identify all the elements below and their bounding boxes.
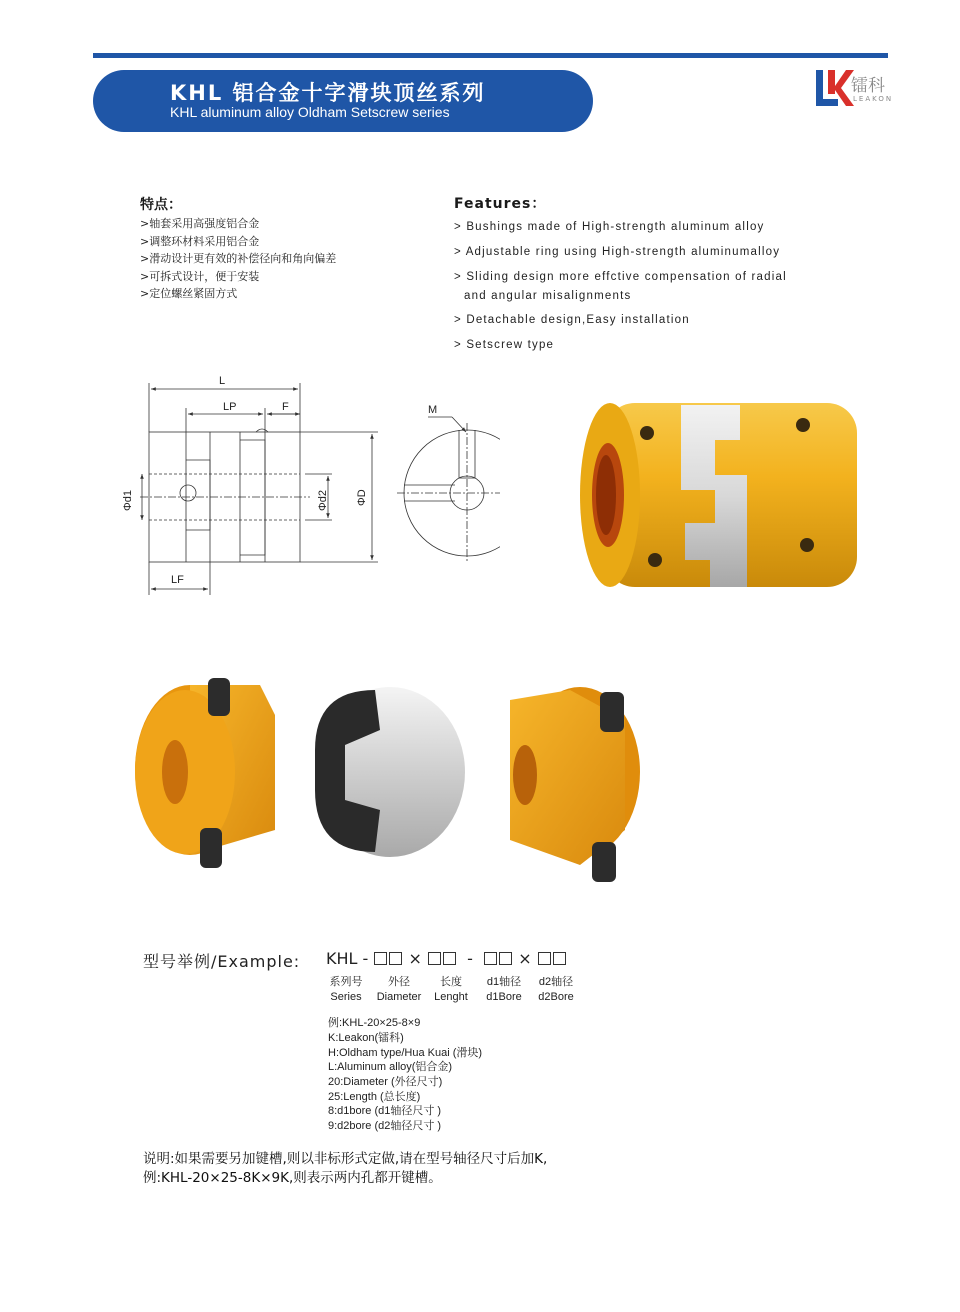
chevron-right-icon: > [454,314,467,326]
placeholder-box [428,952,441,965]
feature-en-item: Adjustable ring using High-strength aluminumalloy [465,246,781,258]
page-title-cn: KHL 铝合金十字滑块顶丝系列 [170,81,486,105]
feature-cn-item: >轴套采用高强度铝合金 [140,217,260,230]
feature-cn-item: >可拆式设计，便于安装 [140,270,260,283]
dim-label-M: M [428,404,438,416]
dash-sign: - [467,949,473,968]
dim-label-D: ΦD [356,489,368,506]
example-line: 20:Diameter (外径尺寸) [328,1076,443,1088]
example-column: d1轴径 d1Bore [486,976,522,1003]
chevron-right-icon: > [454,221,467,233]
example-line: 25:Length (总长度) [328,1091,421,1103]
example-column: d2轴径 d2Bore [538,976,574,1003]
example-column: 外径 Diameter [376,976,422,1003]
feature-cn-item: >滑动设计更有效的补偿径向和角向偏差 [140,252,337,265]
placeholder-box [443,952,456,965]
times-sign: × [408,949,422,968]
logo-text-cn: 镭科 [851,76,885,96]
example-line: 8:d1bore (d1轴径尺寸 ) [328,1105,442,1117]
feature-cn-item: >定位螺丝紧固方式 [140,287,238,300]
feature-en-item: Bushings made of High-strength aluminum alloy [466,221,765,233]
placeholder-box [553,952,566,965]
dim-label-LF: LF [171,574,184,586]
example-column: 长度 Lenght [434,976,468,1003]
dim-label-LP: LP [223,401,237,413]
example-line: 9:d2bore (d2轴径尺寸 ) [328,1120,442,1132]
dim-label-d2: Φd2 [317,489,329,511]
feature-en-item: Setscrew type [466,339,555,351]
chevron-right-icon: > [454,271,467,283]
example-code [326,949,567,968]
page-title-en: KHL aluminum alloy Oldham Setscrew series [170,104,450,120]
feature-cn-item: >调整环材料采用铝合金 [140,235,260,248]
dim-label-F: F [282,401,289,413]
times-sign: × [518,949,532,968]
feature-en-item: Sliding design more effctive compensation of radial [466,271,787,283]
placeholder-box [374,952,387,965]
example-line: H:Oldham type/Hua Kuai (滑块) [328,1047,483,1059]
example-code-prefix: KHL - [326,949,369,968]
example-column: 系列号 Series [329,976,363,1003]
chevron-right-icon: > [454,339,467,351]
coupling-product-image [575,395,865,595]
note-line: 说明:如果需要另加键槽,则以非标形式定做,请在型号轴径尺寸后加K, [143,1151,548,1167]
chevron-right-icon: > [454,246,466,258]
example-line: K:Leakon(镭科) [328,1032,404,1044]
logo-text-en: LEAKON [853,95,894,103]
example-line: 例:KHL-20×25-8×9 [328,1017,421,1029]
placeholder-box [389,952,402,965]
features-en-title: Features： [454,196,547,212]
example-title: 型号举例/Example: [143,952,301,971]
placeholder-box [538,952,551,965]
dim-label-d1: Φd1 [122,489,134,511]
dim-label-L: L [219,375,226,387]
example-line: L:Aluminum alloy(铝合金) [328,1061,453,1073]
placeholder-box [499,952,512,965]
feature-en-item: Detachable design,Easy installation [466,314,690,326]
note-line: 例:KHL-20×25-8K×9K,则表示两内孔都开键槽。 [143,1170,442,1186]
features-cn-title: 特点： [140,197,182,213]
placeholder-box [484,952,497,965]
exploded-view-image [130,660,650,895]
dimension-drawing [110,365,500,595]
top-rule [93,53,888,58]
feature-en-item-cont: and angular misalignments [464,290,632,302]
